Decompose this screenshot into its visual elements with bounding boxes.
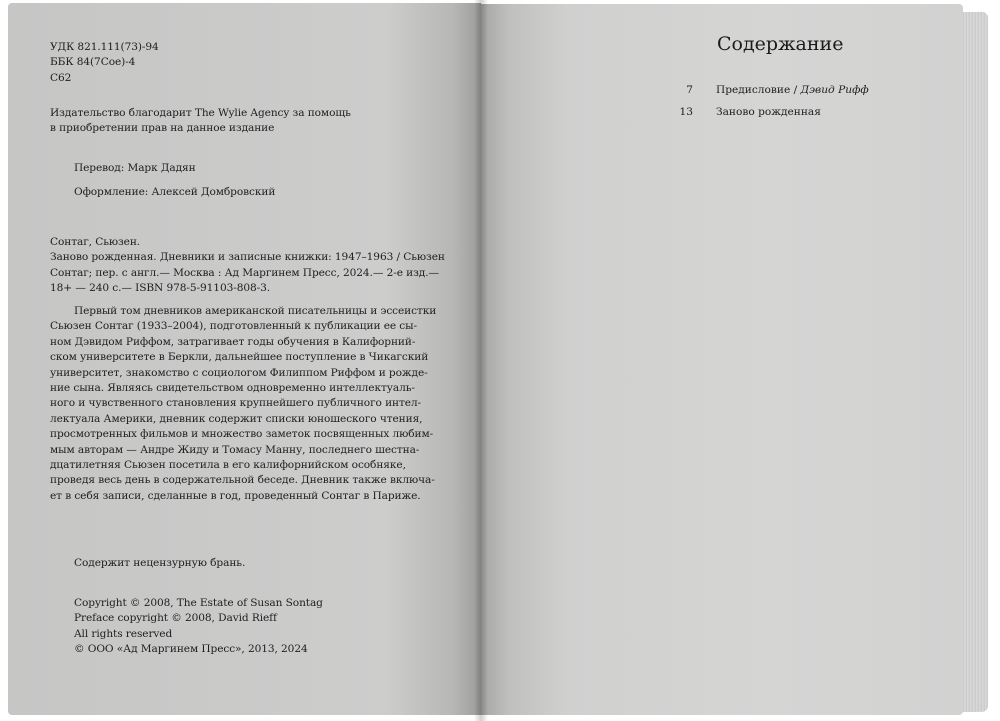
- toc-page-number: 13: [679, 106, 693, 118]
- bibliographic-record: [50, 235, 445, 297]
- toc-entry-title: Предисловие /: [716, 84, 801, 96]
- toc-title: Содержание: [717, 33, 844, 55]
- copyright-notice: [74, 596, 323, 658]
- annotation-line: ет в себя записи, сделанные в год, проведенный Сонтаг в Париже.: [50, 489, 421, 502]
- publisher-thanks: [50, 106, 351, 137]
- content-warning: Содержит нецензурную брань.: [74, 557, 246, 569]
- translator-credit: Перевод: Марк Дадян: [74, 162, 196, 174]
- right-page: [481, 4, 963, 715]
- annotation-line: ного и чувственного становления крупнейшего публичного интел-: [50, 397, 422, 410]
- annotation-line: лектуала Америки, дневник содержит списки юношеского чтения,: [50, 412, 423, 425]
- copyright-line: © ООО «Ад Маргинем Пресс», 2013, 2024: [74, 643, 308, 656]
- annotation-line: просмотренных фильмов и множество заметок посвященных любим-: [50, 428, 434, 441]
- annotation-line: ном Дэвидом Риффом, затрагивает годы обучения в Калифорний-: [50, 335, 416, 348]
- biblio-line: 18+ — 240 с.— ISBN 978-5-91103-808-3.: [50, 282, 271, 295]
- copyright-line: Preface copyright © 2008, David Rieff: [74, 612, 277, 625]
- copyright-line: Copyright © 2008, The Estate of Susan Sontag: [74, 597, 323, 609]
- annotation-line: мым авторам — Андре Жиду и Томасу Манну, последнего шестна-: [50, 443, 420, 456]
- udk-code: УДК 821.111(73)-94: [50, 41, 159, 53]
- annotation-line: ние сына. Являясь свидетельством одновременно интеллектуаль-: [50, 382, 415, 395]
- toc-entry-author: Дэвид Рифф: [800, 84, 869, 96]
- left-page: [8, 3, 481, 715]
- toc-entry: [661, 105, 821, 120]
- annotation-line: дцатилетняя Сьюзен посетила в его калифорнийском особняке,: [50, 459, 406, 472]
- design-credit: Оформление: Алексей Домбровский: [74, 186, 276, 198]
- biblio-line: Сонтаг; пер. с англ.— Москва : Ад Маргинем Пресс, 2024.— 2-е изд.—: [50, 266, 439, 279]
- annotation-line: Первый том дневников американской писательницы и эссеистки: [74, 305, 437, 317]
- catalog-codes: [50, 40, 159, 86]
- annotation-line: ском университете в Беркли, дальнейшее поступление в Чикагский: [50, 351, 429, 364]
- annotation-line: Сьюзен Сонтаг (1933–2004), подготовленный к публикации ее сы-: [50, 320, 417, 333]
- author-mark: С62: [50, 71, 72, 84]
- thanks-line: Издательство благодарит The Wylie Agency за помощь: [50, 107, 351, 119]
- annotation-line: проведя весь день в содержательной беседе. Дневник также включа-: [50, 474, 435, 487]
- thanks-line: в приобретении прав на данное издание: [50, 122, 275, 135]
- toc-page-number: 7: [686, 84, 693, 96]
- annotation-body: [50, 319, 435, 504]
- book-gutter: [474, 0, 488, 721]
- biblio-line: Сонтаг, Сьюзен.: [50, 236, 141, 248]
- biblio-line: Заново рожденная. Дневники и записные книжки: 1947–1963 / Сьюзен: [50, 251, 445, 264]
- annotation: [74, 304, 436, 319]
- bbk-code: ББК 84(7Сое)-4: [50, 56, 136, 69]
- toc-entry: [661, 83, 869, 98]
- toc-entry-title: Заново рожденная: [716, 106, 821, 118]
- annotation-line: университет, знакомство с социологом Филиппом Риффом и рожде-: [50, 366, 428, 379]
- copyright-line: All rights reserved: [74, 627, 173, 640]
